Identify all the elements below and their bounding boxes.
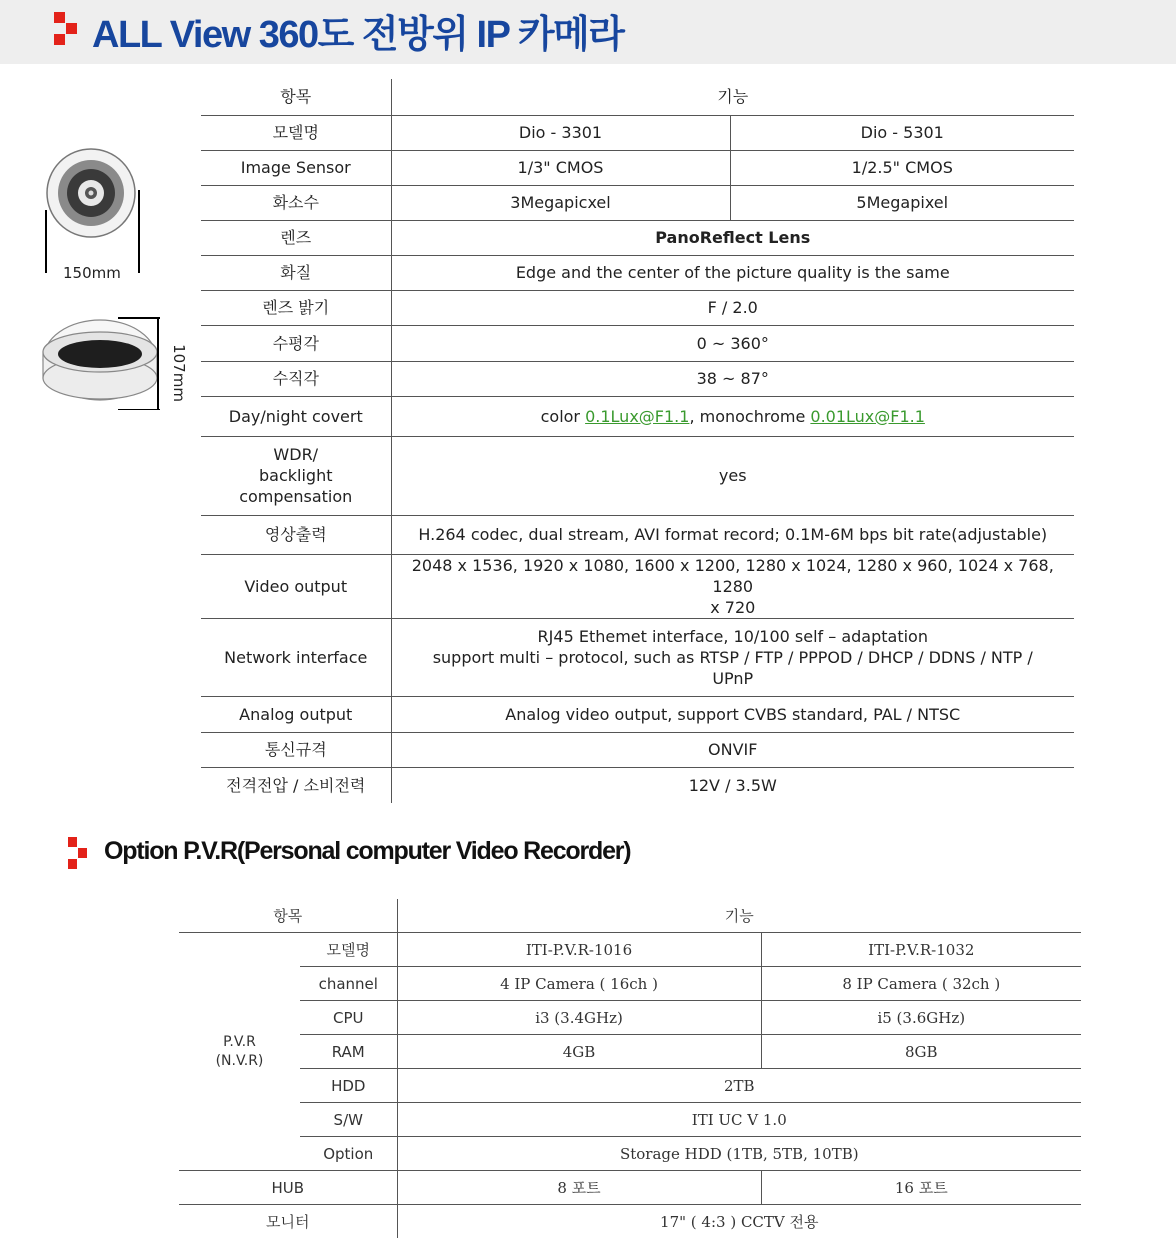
table-cell: ITI UC V 1.0 — [397, 1103, 1081, 1137]
network-line: UPnP — [712, 668, 754, 688]
row-label: 화소수 — [201, 185, 391, 220]
table-row — [179, 1171, 1081, 1205]
table-cell: H.264 codec, dual stream, AVI format record; 0.1M-6M bps bit rate(adjustable) — [391, 515, 1074, 554]
row-label: 모델명 — [300, 933, 397, 967]
table-cell: 0 ~ 360° — [391, 325, 1074, 361]
table-cell: Edge and the center of the picture quality is the same — [391, 255, 1074, 290]
network-line: RJ45 Ethemet interface, 10/100 self – adaptation — [537, 626, 928, 646]
row-label — [201, 436, 391, 515]
row-label: Day/night covert — [201, 396, 391, 436]
table-cell: ITI-P.V.R-1016 — [397, 933, 761, 967]
table-cell: Analog video output, support CVBS standard, PAL / NTSC — [391, 696, 1074, 732]
table-cell — [391, 554, 1074, 618]
table-cell: 16 포트 — [761, 1171, 1081, 1205]
table-row — [179, 1035, 1081, 1069]
table-cell: PanoReflect Lens — [391, 220, 1074, 255]
table-row — [201, 290, 1074, 325]
table-cell: Storage HDD (1TB, 5TB, 10TB) — [397, 1137, 1081, 1171]
row-label: 모델명 — [201, 115, 391, 150]
table-row — [179, 899, 1081, 933]
table-cell: 4 IP Camera ( 16ch ) — [397, 967, 761, 1001]
pvr-group-label — [179, 933, 300, 1171]
row-label: RAM — [300, 1035, 397, 1069]
table-cell: i5 (3.6GHz) — [761, 1001, 1081, 1035]
table-row — [179, 1205, 1081, 1239]
daynight-mono-text: , monochrome — [689, 406, 811, 426]
table-row — [201, 325, 1074, 361]
daynight-mono-lux-link[interactable]: 0.01Lux@F1.1 — [810, 406, 925, 426]
table-cell: ONVIF — [391, 732, 1074, 767]
table-cell — [391, 618, 1074, 696]
table-cell: 12V / 3.5W — [688, 775, 777, 795]
table-row — [179, 1069, 1081, 1103]
table-row — [201, 618, 1074, 696]
daynight-color-lux-link[interactable]: 0.1Lux@F1.1 — [585, 406, 690, 426]
network-line: support multi – protocol, such as RTSP / FTP / PPPOD / DHCP / DDNS / NTP / — [432, 647, 1033, 667]
row-label: 모니터 — [179, 1205, 397, 1239]
height-label: 107mm — [169, 344, 188, 402]
table-row — [201, 79, 1074, 115]
table-cell: 2TB — [397, 1069, 1081, 1103]
camera-dimension-figure — [40, 140, 190, 410]
row-label: 렌즈 — [201, 220, 391, 255]
row-label: HDD — [300, 1069, 397, 1103]
table-cell: 8 IP Camera ( 32ch ) — [761, 967, 1081, 1001]
table-cell: 8 포트 — [397, 1171, 761, 1205]
row-label: Network interface — [201, 618, 391, 696]
table-cell: Dio - 3301 — [391, 115, 730, 150]
table-cell: yes — [391, 436, 1074, 515]
pvr-table — [179, 899, 1081, 1238]
table-row — [179, 1001, 1081, 1035]
table-cell: 38 ~ 87° — [391, 361, 1074, 396]
width-label: 150mm — [63, 264, 121, 282]
table-row — [201, 767, 1074, 803]
video-output-line: 2048 x 1536, 1920 x 1080, 1600 x 1200, 1280 x 1024, 1280 x 960, 1024 x 768, 1280 — [411, 555, 1054, 596]
row-label: Analog output — [201, 696, 391, 732]
table-cell: 4GB — [397, 1035, 761, 1069]
row-label: 수직각 — [201, 361, 391, 396]
row-label: S/W — [300, 1103, 397, 1137]
row-label: channel — [300, 967, 397, 1001]
header-item: 항목 — [179, 899, 397, 933]
video-output-line: x 720 — [710, 597, 756, 617]
header-function: 기능 — [391, 79, 1074, 115]
row-label: 렌즈 밝기 — [201, 290, 391, 325]
row-label: 화질 — [201, 255, 391, 290]
table-cell: Dio - 5301 — [730, 115, 1074, 150]
page-title: ALL View 360도 전방위 IP 카메라 — [92, 14, 624, 56]
table-cell — [391, 396, 1074, 436]
row-label: HUB — [179, 1171, 397, 1205]
table-cell: ITI-P.V.R-1032 — [761, 933, 1081, 967]
table-row — [201, 396, 1074, 436]
group-line: (N.V.R) — [215, 1052, 264, 1069]
table-cell: 1/2.5" CMOS — [730, 150, 1074, 185]
table-row — [201, 115, 1074, 150]
table-cell: 17" ( 4:3 ) CCTV 전용 — [660, 1213, 819, 1231]
group-line: P.V.R — [223, 1033, 256, 1050]
daynight-color-text: color — [540, 406, 586, 426]
title-bar — [0, 0, 1176, 64]
row-label: Image Sensor — [201, 150, 391, 185]
table-cell: 1/3" CMOS — [391, 150, 730, 185]
table-cell: 8GB — [761, 1035, 1081, 1069]
row-label: CPU — [300, 1001, 397, 1035]
table-row — [201, 361, 1074, 396]
header-item: 항목 — [201, 79, 391, 115]
table-cell: 5Megapixel — [730, 185, 1074, 220]
row-label: 수평각 — [201, 325, 391, 361]
section-title: Option P.V.R(Personal computer Video Recorder) — [104, 837, 631, 865]
wdr-label-line: WDR/ — [273, 445, 319, 464]
table-row — [201, 554, 1074, 618]
row-label: Video output — [201, 554, 391, 618]
row-label: 전격전압 / 소비전력 — [201, 767, 391, 803]
table-row — [179, 967, 1081, 1001]
table-row — [201, 150, 1074, 185]
table-row — [179, 933, 1081, 967]
bullet-icon — [68, 837, 88, 871]
table-row — [201, 220, 1074, 255]
row-label: 통신규격 — [201, 732, 391, 767]
table-cell: F / 2.0 — [391, 290, 1074, 325]
bullet-icon — [54, 12, 78, 46]
table-row — [201, 185, 1074, 220]
table-cell: i3 (3.4GHz) — [397, 1001, 761, 1035]
table-row — [179, 1137, 1081, 1171]
table-row — [201, 732, 1074, 767]
table-row — [201, 696, 1074, 732]
table-row — [201, 255, 1074, 290]
row-label: Option — [300, 1137, 397, 1171]
spec-table — [201, 79, 1074, 803]
wdr-label-line: backlight — [259, 466, 333, 485]
table-row — [201, 515, 1074, 554]
row-label: 영상출력 — [201, 515, 391, 554]
wdr-label-line: compensation — [239, 487, 353, 506]
table-row — [201, 436, 1074, 515]
table-cell: 3Megapicxel — [391, 185, 730, 220]
table-row — [179, 1103, 1081, 1137]
header-function: 기능 — [397, 899, 1081, 933]
